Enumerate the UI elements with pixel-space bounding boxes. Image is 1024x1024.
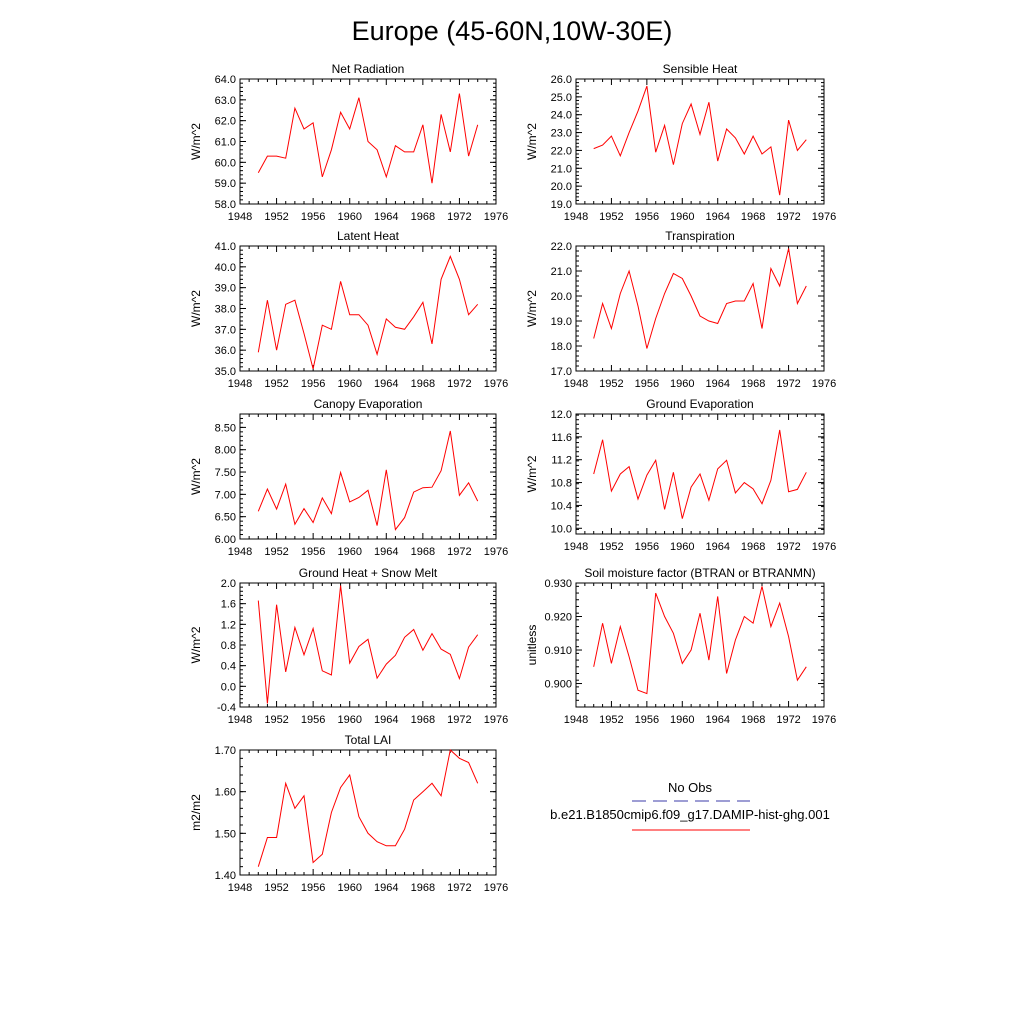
y-axis-label: W/m^2 — [189, 626, 203, 664]
y-tick-label: 26.0 — [550, 74, 572, 86]
x-tick-label: 1964 — [705, 378, 730, 390]
x-tick-label: 1948 — [563, 714, 589, 726]
panel-title: Ground Evaporation — [646, 397, 754, 411]
y-tick-label: 19.0 — [550, 316, 572, 328]
x-tick-label: 1964 — [374, 378, 399, 390]
x-tick-label: 1952 — [264, 714, 289, 726]
x-tick-label: 1952 — [264, 378, 289, 390]
x-tick-label: 1960 — [337, 378, 362, 390]
x-tick-label: 1972 — [776, 714, 801, 726]
panel-title: Transpiration — [665, 229, 735, 243]
x-tick-label: 1948 — [227, 882, 253, 894]
x-tick-label: 1960 — [670, 378, 695, 390]
y-tick-label: 10.8 — [550, 477, 572, 490]
y-tick-label: 40.0 — [214, 261, 236, 274]
x-tick-label: 1948 — [563, 378, 589, 390]
y-tick-label: 0.900 — [544, 678, 572, 691]
x-tick-label: 1956 — [300, 211, 326, 223]
x-tick-label: 1964 — [705, 541, 730, 553]
legend-model-label: b.e21.B1850cmip6.f09_g17.DAMIP-hist-ghg.001 — [550, 807, 830, 822]
y-tick-label: 1.40 — [214, 870, 236, 882]
y-tick-label: 1.50 — [214, 828, 236, 841]
panel-title: Latent Heat — [336, 229, 400, 243]
x-tick-label: 1968 — [740, 211, 766, 223]
y-tick-label: 24.0 — [550, 109, 572, 122]
y-tick-label: 6.00 — [214, 534, 236, 546]
panel-title: Sensible Heat — [662, 62, 738, 76]
x-tick-label: 1964 — [374, 882, 399, 894]
y-tick-label: 64.0 — [214, 74, 236, 86]
y-tick-label: 18.0 — [550, 341, 572, 353]
x-tick-label: 1956 — [634, 541, 660, 553]
x-tick-label: 1956 — [634, 211, 660, 223]
x-tick-label: 1956 — [634, 378, 660, 390]
y-tick-label: 1.60 — [214, 786, 236, 799]
y-axis-label: W/m^2 — [189, 123, 203, 160]
y-tick-label: 58.0 — [214, 199, 236, 211]
x-tick-label: 1968 — [410, 546, 436, 558]
x-tick-label: 1968 — [410, 714, 436, 726]
x-tick-label: 1972 — [447, 211, 472, 223]
y-tick-label: 39.0 — [214, 282, 236, 295]
x-tick-label: 1956 — [300, 882, 326, 894]
x-tick-label: 1960 — [337, 211, 362, 223]
y-tick-label: 60.0 — [214, 157, 236, 170]
legend-obs-label: No Obs — [667, 780, 713, 795]
y-tick-label: 0.920 — [544, 611, 572, 624]
x-tick-label: 1968 — [740, 714, 766, 726]
y-tick-label: 12.0 — [550, 409, 572, 421]
x-tick-label: 1976 — [811, 378, 837, 390]
x-tick-label: 1976 — [483, 378, 509, 390]
x-tick-label: 1964 — [374, 546, 399, 558]
page-title: Europe (45-60N,10W-30E) — [351, 16, 673, 46]
y-tick-label: 2.0 — [220, 578, 236, 590]
x-tick-label: 1972 — [447, 378, 472, 390]
x-tick-label: 1952 — [599, 378, 624, 390]
y-tick-label: 8.50 — [214, 422, 236, 435]
y-tick-label: 1.6 — [220, 598, 236, 611]
y-tick-label: 10.4 — [550, 500, 572, 513]
y-tick-label: 8.00 — [214, 444, 236, 457]
y-tick-label: 0.910 — [544, 645, 572, 658]
y-tick-label: -0.4 — [217, 702, 236, 714]
x-tick-label: 1960 — [670, 541, 695, 553]
y-tick-label: 21.0 — [550, 266, 572, 278]
x-tick-label: 1972 — [776, 378, 801, 390]
x-tick-label: 1952 — [264, 211, 289, 223]
y-tick-label: 21.0 — [550, 163, 572, 176]
x-tick-label: 1956 — [300, 378, 326, 390]
x-tick-label: 1976 — [811, 714, 837, 726]
x-tick-label: 1968 — [740, 541, 766, 553]
panel-title: Net Radiation — [331, 62, 405, 76]
x-tick-label: 1960 — [337, 714, 362, 726]
y-tick-label: 41.0 — [214, 241, 236, 253]
panel-title: Total LAI — [344, 733, 392, 747]
x-tick-label: 1968 — [410, 211, 436, 223]
y-tick-label: 20.0 — [550, 291, 572, 303]
x-tick-label: 1960 — [337, 882, 362, 894]
x-tick-label: 1964 — [705, 714, 730, 726]
y-tick-label: 0.8 — [220, 640, 236, 652]
x-tick-label: 1948 — [227, 546, 253, 558]
x-tick-label: 1956 — [300, 714, 326, 726]
x-tick-label: 1976 — [483, 882, 509, 894]
y-tick-label: 11.2 — [551, 454, 572, 467]
panel-title: Soil moisture factor (BTRAN or BTRANMN) — [584, 566, 816, 580]
y-axis-label: W/m^2 — [525, 123, 539, 160]
y-tick-label: 7.50 — [214, 467, 236, 480]
y-axis-label: W/m^2 — [525, 455, 539, 493]
y-tick-label: 0.0 — [220, 681, 236, 694]
x-tick-label: 1964 — [705, 211, 730, 223]
x-tick-label: 1976 — [811, 541, 837, 553]
x-tick-label: 1976 — [483, 211, 509, 223]
y-tick-label: 1.2 — [220, 619, 236, 632]
y-tick-label: 7.00 — [214, 489, 236, 502]
x-tick-label: 1968 — [410, 378, 436, 390]
y-tick-label: 11.6 — [551, 431, 572, 444]
y-axis-label: W/m^2 — [189, 458, 203, 495]
y-tick-label: 0.930 — [544, 578, 572, 590]
x-tick-label: 1976 — [483, 714, 509, 726]
y-tick-label: 6.50 — [214, 511, 236, 524]
y-tick-label: 22.0 — [550, 145, 572, 158]
y-tick-label: 35.0 — [214, 366, 236, 378]
x-tick-label: 1972 — [776, 211, 801, 223]
x-tick-label: 1972 — [447, 714, 472, 726]
y-tick-label: 63.0 — [214, 94, 236, 107]
x-tick-label: 1948 — [227, 211, 253, 223]
y-tick-label: 20.0 — [550, 181, 572, 194]
x-tick-label: 1952 — [264, 882, 289, 894]
x-tick-label: 1956 — [300, 546, 326, 558]
x-tick-label: 1948 — [563, 211, 589, 223]
y-tick-label: 0.4 — [220, 660, 236, 673]
y-tick-label: 62.0 — [214, 115, 236, 128]
y-tick-label: 38.0 — [214, 303, 236, 316]
y-tick-label: 22.0 — [550, 241, 572, 253]
y-tick-label: 23.0 — [550, 127, 572, 140]
x-tick-label: 1976 — [483, 546, 509, 558]
x-tick-label: 1956 — [634, 714, 660, 726]
x-tick-label: 1964 — [374, 211, 399, 223]
x-tick-label: 1972 — [776, 541, 801, 553]
y-tick-label: 36.0 — [214, 345, 236, 358]
y-tick-label: 17.0 — [550, 366, 572, 378]
y-axis-label: W/m^2 — [525, 290, 539, 327]
panel-title: Canopy Evaporation — [313, 397, 423, 411]
y-tick-label: 10.0 — [550, 523, 572, 536]
y-tick-label: 1.70 — [214, 745, 236, 757]
x-tick-label: 1972 — [447, 546, 472, 558]
y-tick-label: 37.0 — [214, 324, 236, 337]
y-tick-label: 59.0 — [214, 178, 236, 191]
x-tick-label: 1952 — [599, 211, 624, 223]
y-axis-label: unitless — [525, 624, 539, 666]
x-tick-label: 1960 — [337, 546, 362, 558]
x-tick-label: 1964 — [374, 714, 399, 726]
x-tick-label: 1960 — [670, 714, 695, 726]
x-tick-label: 1952 — [599, 541, 624, 553]
x-tick-label: 1952 — [264, 546, 289, 558]
y-tick-label: 61.0 — [214, 136, 236, 149]
x-tick-label: 1948 — [227, 714, 253, 726]
panel-title: Ground Heat + Snow Melt — [298, 566, 438, 580]
x-tick-label: 1972 — [447, 882, 472, 894]
x-tick-label: 1952 — [599, 714, 624, 726]
x-tick-label: 1968 — [740, 378, 766, 390]
x-tick-label: 1948 — [227, 378, 253, 390]
y-axis-label: W/m^2 — [189, 290, 203, 327]
y-tick-label: 25.0 — [550, 91, 572, 104]
y-axis-label: m2/m2 — [189, 794, 203, 831]
x-tick-label: 1976 — [811, 211, 837, 223]
x-tick-label: 1968 — [410, 882, 436, 894]
x-tick-label: 1960 — [670, 211, 695, 223]
x-tick-label: 1948 — [563, 541, 589, 553]
y-tick-label: 19.0 — [550, 199, 572, 211]
